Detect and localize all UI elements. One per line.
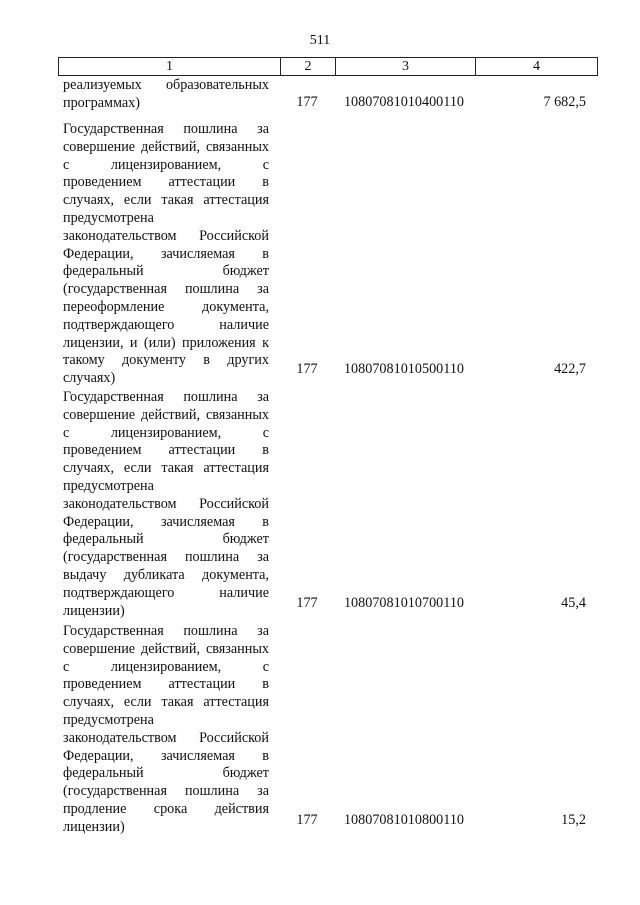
row-description: Государственная пошлина за совершение действий, связанных с лицензированием, с проведением аттестации в случаях, если такая аттестация предусмотрена законодательством Российской Федерации, зачисляемая в федеральный бюджет (государственная пошлина за выдачу дубликата документа, подтверждающего наличие лицензии) xyxy=(63,389,269,619)
header-col-1: 1 xyxy=(59,58,281,75)
row-description: Государственная пошлина за совершение действий, связанных с лицензированием, с проведением аттестации в случаях, если такая аттестация предусмотрена законодательством Российской Федерации, зачисляемая в федеральный бюджет (государственная пошлина за переоформление документа, подтверждающего наличие лицензии, и (или) приложения к такому документу в других случаях) xyxy=(63,121,269,387)
table-header xyxy=(58,57,598,76)
row-kbk-code: 10807081010400110 xyxy=(343,94,465,110)
row-amount: 422,7 xyxy=(554,361,586,377)
header-col-3: 3 xyxy=(336,58,476,75)
row-admin-code: 177 xyxy=(296,595,318,611)
row-admin-code: 177 xyxy=(296,361,318,377)
row-kbk-code: 10807081010500110 xyxy=(343,361,465,377)
row-admin-code: 177 xyxy=(296,94,318,110)
header-col-4: 4 xyxy=(533,59,540,74)
row-kbk-code: 10807081010800110 xyxy=(343,812,465,828)
page-number: 511 xyxy=(309,33,331,48)
row-description: реализуемых образовательных программах) xyxy=(63,77,269,111)
row-amount: 7 682,5 xyxy=(543,94,586,110)
row-admin-code: 177 xyxy=(296,812,318,828)
row-amount: 45,4 xyxy=(561,595,586,611)
header-col-2: 2 xyxy=(281,58,336,75)
row-kbk-code: 10807081010700110 xyxy=(343,595,465,611)
row-amount: 15,2 xyxy=(561,812,586,828)
row-description: Государственная пошлина за совершение действий, связанных с лицензированием, с проведением аттестации в случаях, если такая аттестация предусмотрена законодательством Российской Федерации, зачисляемая в федеральный бюджет (государственная пошлина за продление срока действия лицензии) xyxy=(63,623,269,835)
